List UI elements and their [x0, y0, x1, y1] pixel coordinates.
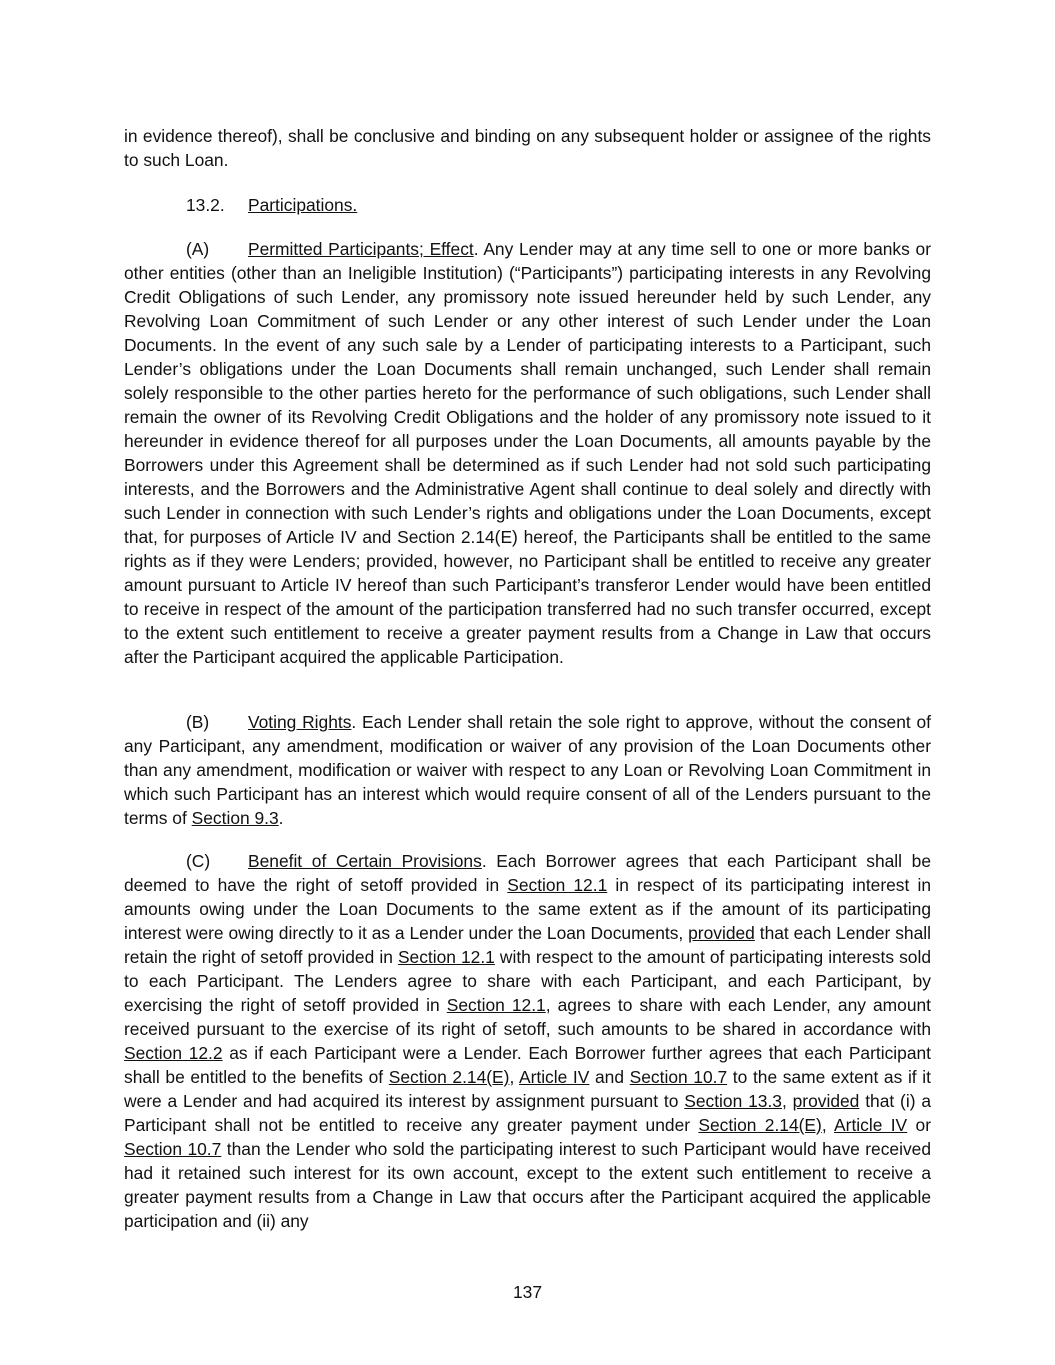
paragraph-c-text: or: [907, 1115, 931, 1135]
paragraph-b-heading: Voting Rights: [248, 712, 352, 732]
paragraph-c-text: ,: [509, 1067, 519, 1087]
paragraph-c-text: . Each Borrower agrees that each Participant shall be deemed to have the right of setoff provided in: [124, 851, 932, 895]
cross-reference: Section 10.7: [629, 1067, 728, 1087]
cross-reference: Section 10.7: [124, 1139, 222, 1159]
page-number: 137: [512, 1282, 542, 1302]
paragraph-c-text: , agrees to share with each Lender, any amount received pursuant to the exercise of its right of setoff, such amounts to be shared in accordance with: [124, 995, 932, 1039]
paragraph-a-text: ”) participating interests in any Revolving Credit Obligations of such Lender, any promissory note issued hereunder held by such Lender, any Revolving Loan Commitment of such Lender or any other interest of such Lender under the Loan Documents. In the event of any such sale by a Lender of participating interests to a Participant, such Lender’s obligations under the Loan Documents shall remain unchanged, such Lender shall remain solely responsible to the other parties hereto for the performance of such obligations, such Lender shall remain the owner of its Revolving Credit Obligations and the holder of any promissory note issued to it hereunder in evidence thereof for all purposes under the Loan Documents, all amounts payable by the Borrowers under this Agreement shall be determined as if such Lender had not sold such participating interests, and the Borrowers and the Administrative Agent shall continue to deal solely and directly with such Lender in connection with such Lender’s rights and obligations under the Loan Documents, except that, for purposes of Article IV and Section 2.14(E) hereof, the Participants shall be entitled to the same rights as if they were Lenders; provided, however, no Participant shall be entitled to receive any greater amount pursuant to Article IV hereof than such Participant’s transferor Lender would have been entitled to receive in respect of the amount of the participation transferred had no such transfer occurred, except to the extent such entitlement to receive a greater payment results from a Change in Law that occurs after the Participant acquired the applicable Participation.: [124, 263, 931, 667]
paragraph-c-heading: Benefit of Certain Provisions: [248, 851, 482, 871]
cross-reference: Section 9.3: [191, 808, 279, 828]
paragraph-a-text: . Any Lender may at any time sell to one or more banks or other entities (other than an Ineligible Institution) (“: [124, 239, 931, 283]
cross-reference: Article IV: [518, 1067, 590, 1087]
cross-reference: Section 2.14(E): [698, 1115, 822, 1135]
section-title: Participations.: [248, 195, 358, 215]
paragraph-c-text: that each Lender shall retain the right of setoff provided in: [124, 923, 931, 967]
cross-reference: Section 2.14(E): [388, 1067, 510, 1087]
paragraph-c-text: ,: [821, 1115, 835, 1135]
cross-reference: Article IV: [834, 1115, 908, 1135]
paragraph-c-text: in respect of its participating interest in amounts owing under the Loan Documents to the same extent as if the amount of its participating interest were owing directly to it as a Lender under the Loan Documents,: [124, 875, 931, 943]
paragraph-b-text: .: [278, 808, 284, 828]
section-heading: [186, 193, 357, 217]
paragraph-b-text: . Each Lender shall retain the sole right to approve, without the consent of any Participant, any amendment, modification or waiver of any provision of the Loan Documents other than any amendment, modification or waiver with respect to any Loan or Revolving Loan Commitment in which such Participant has an interest which would require consent of all of the Lenders pursuant to the terms of: [124, 712, 931, 828]
paragraph-c-text: that (i) a Participant shall not be entitled to receive any greater payment under: [124, 1091, 932, 1135]
paragraph-c-text: ,: [781, 1091, 793, 1111]
paragraph-c-text: than the Lender who sold the participating interest to such Participant would have received had it retained such interest for its own account, except to the extent such entitlement to receive a greater payment results from a Change in Law that occurs after the Participant acquired the applicable participation and (ii) any: [124, 1139, 932, 1231]
paragraph-c-text: with respect to the amount of participating interests sold to each Participant. The Lenders agree to share with each Participant, and each Participant, by exercising the right of setoff provided in: [124, 947, 931, 1015]
section-number: 13.2.: [186, 195, 225, 215]
cross-reference: Section 13.3: [684, 1091, 782, 1111]
continued-paragraph: in evidence thereof), shall be conclusive and binding on any subsequent holder or assignee of the rights to such Loan.: [124, 126, 931, 170]
paragraph-c-label: (C): [186, 851, 211, 871]
paragraph-c-text: to the same extent as if it were a Lender and had acquired its interest by assignment pursuant to: [124, 1067, 931, 1111]
cross-reference: Section 12.1: [507, 875, 608, 895]
cross-reference: Section 12.2: [124, 1043, 223, 1063]
cross-reference: Section 12.1: [446, 995, 546, 1015]
paragraph-c-text: as if each Participant were a Lender. Each Borrower further agrees that each Participant shall be entitled to the benefits of: [124, 1043, 931, 1087]
paragraph-a: [124, 237, 931, 669]
defined-term-participants: Participants: [520, 263, 612, 283]
paragraph-a-label: (A): [186, 239, 210, 259]
cross-reference: Section 12.1: [397, 947, 495, 967]
paragraph-b-label: (B): [186, 712, 210, 732]
paragraph-c-text: and: [589, 1067, 630, 1087]
paragraph-b: [124, 710, 931, 830]
proviso-term: provided: [688, 923, 755, 943]
paragraph-a-heading: Permitted Participants; Effect: [248, 239, 474, 259]
proviso-term: provided: [792, 1091, 860, 1111]
paragraph-c: [124, 849, 931, 1233]
